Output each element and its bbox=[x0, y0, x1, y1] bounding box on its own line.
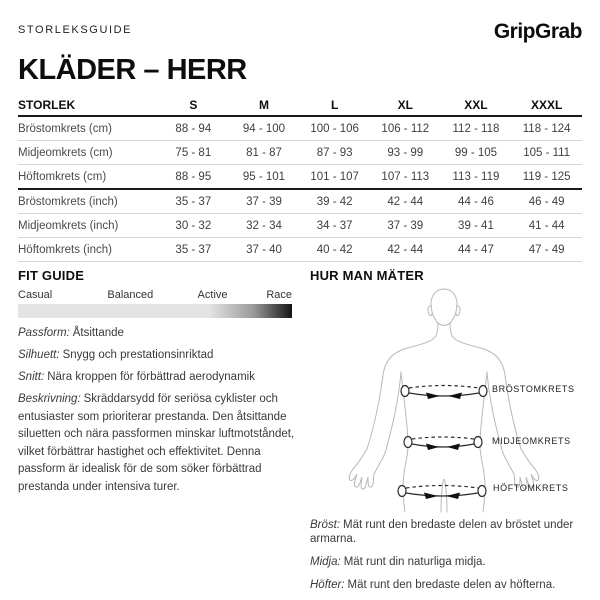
cell-value: 47 - 49 bbox=[511, 238, 582, 262]
cell-value: 35 - 37 bbox=[158, 238, 229, 262]
cell-value: 39 - 41 bbox=[441, 214, 512, 238]
note-hip bbox=[310, 578, 592, 592]
detail-text: Snygg och prestationsinriktad bbox=[62, 349, 214, 361]
row-label: Höftomkrets (inch) bbox=[18, 238, 158, 262]
cell-value: 88 - 95 bbox=[158, 165, 229, 190]
cell-value: 88 - 94 bbox=[158, 116, 229, 141]
cell-value: 113 - 119 bbox=[441, 165, 512, 190]
cell-value: 106 - 112 bbox=[370, 116, 441, 141]
fit-scale-labels bbox=[18, 289, 292, 302]
chest-measure-tape bbox=[401, 386, 487, 400]
column-header-size-s: S bbox=[158, 95, 229, 116]
cell-value: 95 - 101 bbox=[229, 165, 300, 190]
scale-label-race: Race bbox=[266, 289, 292, 301]
cell-value: 44 - 46 bbox=[441, 189, 512, 214]
cell-value: 37 - 40 bbox=[229, 238, 300, 262]
fit-details bbox=[18, 326, 298, 392]
scale-label-balanced: Balanced bbox=[107, 289, 154, 301]
cell-value: 101 - 107 bbox=[299, 165, 370, 190]
column-header-size-m: M bbox=[229, 95, 300, 116]
scale-label-casual: Casual bbox=[18, 289, 53, 301]
fit-detail-snitt bbox=[18, 370, 298, 384]
detail-label: Snitt: bbox=[18, 371, 45, 383]
note-chest bbox=[310, 518, 592, 546]
cell-value: 34 - 37 bbox=[299, 214, 370, 238]
table-row-hip-inch bbox=[18, 238, 582, 262]
fit-scale-gradient-bar bbox=[18, 304, 292, 318]
cell-value: 119 - 125 bbox=[511, 165, 582, 190]
note-label: Midja: bbox=[310, 556, 341, 568]
cell-value: 35 - 37 bbox=[158, 189, 229, 214]
row-label: Bröstomkrets (cm) bbox=[18, 116, 158, 141]
fit-detail-silhuett bbox=[18, 348, 298, 362]
column-header-size-xl: XL bbox=[370, 95, 441, 116]
note-waist bbox=[310, 555, 592, 569]
body-measurement-diagram bbox=[300, 279, 600, 516]
table-row-chest-cm bbox=[18, 116, 582, 141]
table-row-waist-inch bbox=[18, 214, 582, 238]
cell-value: 41 - 44 bbox=[511, 214, 582, 238]
cell-value: 42 - 44 bbox=[370, 238, 441, 262]
column-header-size-l: L bbox=[299, 95, 370, 116]
table-row-hip-cm bbox=[18, 165, 582, 190]
column-header-size-xxxl: XXXL bbox=[511, 95, 582, 116]
detail-label: Silhuett: bbox=[18, 349, 60, 361]
cell-value: 87 - 93 bbox=[299, 141, 370, 165]
chest-measure-label: BRÖSTOMKRETS bbox=[492, 384, 575, 394]
detail-text: Nära kroppen för förbättrad aerodynamik bbox=[47, 371, 255, 383]
size-table-header-row bbox=[18, 95, 582, 116]
measure-notes bbox=[310, 518, 592, 600]
lower-sections bbox=[0, 262, 600, 600]
note-label: Höfter: bbox=[310, 579, 345, 591]
cell-value: 39 - 42 bbox=[299, 189, 370, 214]
cell-value: 75 - 81 bbox=[158, 141, 229, 165]
gripgrab-logo: GripGrab bbox=[493, 20, 582, 43]
note-text: Mät runt din naturliga midja. bbox=[343, 556, 486, 568]
column-header-storlek: STORLEK bbox=[18, 95, 158, 116]
table-row-waist-cm bbox=[18, 141, 582, 165]
page-title: KLÄDER – HERR bbox=[18, 54, 247, 86]
cell-value: 44 - 47 bbox=[441, 238, 512, 262]
cell-value: 37 - 39 bbox=[229, 189, 300, 214]
cell-value: 107 - 113 bbox=[370, 165, 441, 190]
cell-value: 105 - 111 bbox=[511, 141, 582, 165]
waist-measure-tape bbox=[404, 437, 482, 451]
cell-value: 30 - 32 bbox=[158, 214, 229, 238]
cell-value: 42 - 44 bbox=[370, 189, 441, 214]
fit-description bbox=[18, 391, 300, 496]
eyebrow-label: STORLEKSGUIDE bbox=[18, 24, 133, 36]
cell-value: 118 - 124 bbox=[511, 116, 582, 141]
fit-guide-heading: FIT GUIDE bbox=[18, 268, 85, 283]
description-text: Skräddarsydd för seriösa cyklister och entusiaster som prioriterar prestanda. Den åtsittande siluetten och nära passformen minskar luftmotståndet, vilket förbättrar hastighet och effektivitet. Denna passform är idealisk för de som söker förbättrad prestanda under intensiva turer. bbox=[18, 393, 295, 493]
cell-value: 81 - 87 bbox=[229, 141, 300, 165]
row-label: Bröstomkrets (inch) bbox=[18, 189, 158, 214]
size-table bbox=[18, 95, 582, 262]
note-label: Bröst: bbox=[310, 519, 341, 531]
description-label: Beskrivning: bbox=[18, 393, 81, 405]
hip-measure-label: HÖFTOMKRETS bbox=[493, 483, 569, 493]
cell-value: 40 - 42 bbox=[299, 238, 370, 262]
row-label: Midjeomkrets (cm) bbox=[18, 141, 158, 165]
top-bar bbox=[0, 0, 600, 44]
cell-value: 100 - 106 bbox=[299, 116, 370, 141]
row-label: Höftomkrets (cm) bbox=[18, 165, 158, 190]
scale-label-active: Active bbox=[197, 289, 228, 301]
waist-measure-label: MIDJEOMKRETS bbox=[492, 436, 571, 446]
row-label: Midjeomkrets (inch) bbox=[18, 214, 158, 238]
table-row-chest-inch bbox=[18, 189, 582, 214]
body-outline bbox=[349, 289, 539, 512]
cell-value: 112 - 118 bbox=[441, 116, 512, 141]
note-text: Mät runt den bredaste delen av höfterna. bbox=[347, 579, 556, 591]
cell-value: 46 - 49 bbox=[511, 189, 582, 214]
cell-value: 99 - 105 bbox=[441, 141, 512, 165]
cell-value: 37 - 39 bbox=[370, 214, 441, 238]
cell-value: 93 - 99 bbox=[370, 141, 441, 165]
measure-heading: HUR MAN MÄTER bbox=[310, 268, 424, 283]
column-header-size-xxl: XXL bbox=[441, 95, 512, 116]
cell-value: 94 - 100 bbox=[229, 116, 300, 141]
note-text: Mät runt den bredaste delen av bröstet under armarna. bbox=[310, 519, 574, 545]
fit-detail-passform bbox=[18, 326, 298, 340]
detail-label: Passform: bbox=[18, 327, 70, 339]
cell-value: 32 - 34 bbox=[229, 214, 300, 238]
detail-text: Åtsittande bbox=[72, 327, 124, 339]
